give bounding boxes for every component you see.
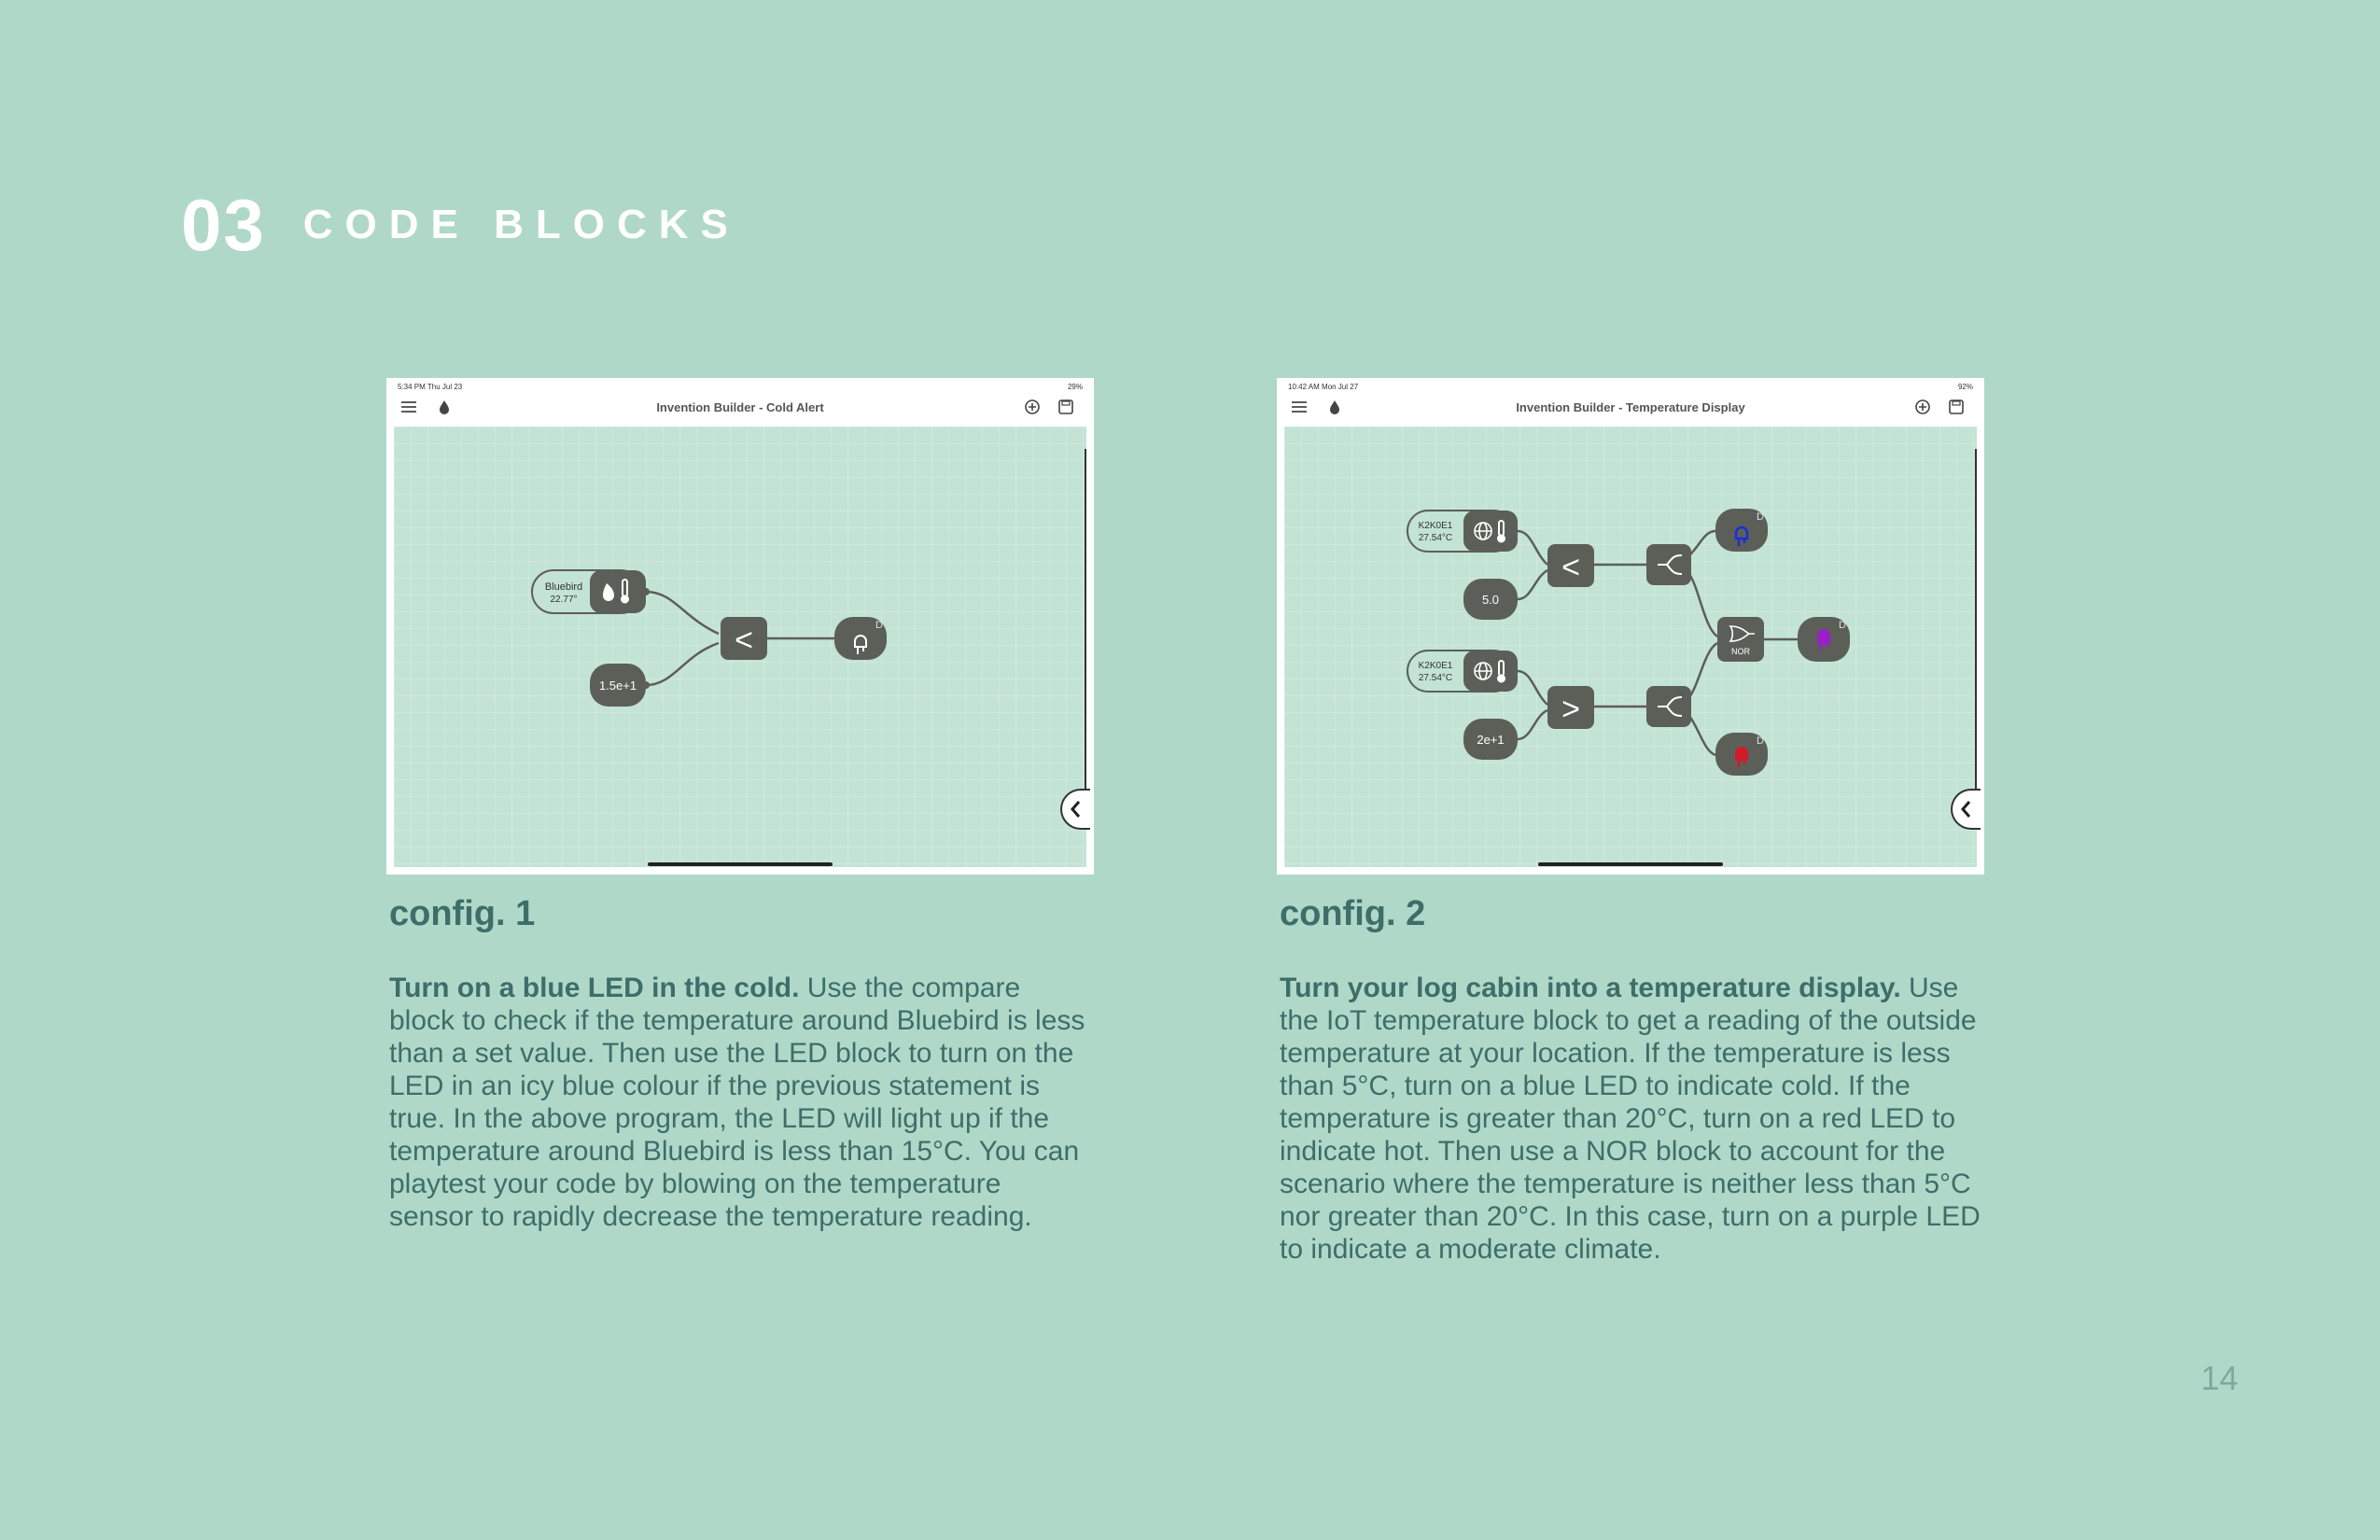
iot-value: 27.54°C [1418, 533, 1453, 543]
port[interactable] [642, 588, 650, 595]
status-battery: 29% [1067, 383, 1083, 391]
add-circle-icon[interactable] [1913, 398, 1932, 416]
chevron-left-icon [1062, 791, 1090, 828]
save-icon[interactable] [1947, 398, 1966, 416]
panel-toggle-button[interactable] [1951, 789, 1981, 830]
iot-temperature-block[interactable] [1407, 651, 1518, 692]
config-2-body: Use the IoT temperature block to get a reading of the outside temperature at your location. If the temperature is less than 5°C, turn on a blue LED to indicate cold. If the temperature is greater than 20°C, turn on a red LED to indicate hot. Then use a NOR block to account for the scenario where the temperature is neither less than 5°C nor greater than 20°C. In this case, turn on a purple LED to indicate a moderate climate. [1280, 973, 1981, 1265]
status-bar [1277, 378, 1984, 393]
panel-toggle-button[interactable] [1060, 789, 1090, 830]
iot-name: K2K0E1 [1418, 661, 1453, 671]
compare-operator: > [1561, 692, 1580, 727]
config-1-body: Use the compare block to check if the temperature around Bluebird is less than a set value. Then use the LED block to turn on the LED in an icy blue colour if the previous statement is true. In the above program, the LED will light up if the temperature around Bluebird is less than 15°C. You can playtest your code by blowing on the temperature sensor to rapidly decrease the temperature reading. [389, 973, 1085, 1232]
port[interactable] [642, 681, 650, 689]
app-title: Invention Builder - Temperature Display [1516, 400, 1745, 414]
led-block[interactable] [834, 617, 887, 660]
code-canvas[interactable] [1284, 427, 1977, 867]
app-title: Invention Builder - Cold Alert [656, 400, 824, 414]
config-1-lead: Turn on a blue LED in the cold. [389, 973, 800, 1003]
compare-block[interactable] [721, 617, 767, 660]
status-bar [386, 378, 1094, 393]
nor-label: NOR [1731, 647, 1750, 656]
value-label: 1.5e+1 [598, 679, 637, 693]
config-2-lead: Turn your log cabin into a temperature display. [1280, 973, 1901, 1003]
app-toolbar [1277, 393, 1984, 421]
home-indicator [648, 862, 833, 866]
led-block-red[interactable] [1715, 733, 1768, 776]
code-canvas[interactable] [394, 427, 1086, 867]
led-block-blue[interactable] [1715, 509, 1768, 552]
config-1-title: config. 1 [389, 894, 536, 933]
sensor-block[interactable] [532, 570, 646, 613]
status-time: 10:42 AM Mon Jul 27 [1288, 383, 1359, 391]
sensor-value: 22.77° [550, 595, 578, 605]
iot-temperature-block[interactable] [1407, 511, 1518, 552]
value-label: 2e+1 [1477, 733, 1505, 747]
value-block[interactable] [1463, 579, 1518, 620]
split-block[interactable] [1646, 686, 1691, 727]
compare-block-less[interactable] [1547, 544, 1594, 587]
save-icon[interactable] [1057, 398, 1075, 416]
chevron-left-icon [1953, 791, 1981, 828]
value-label: 5.0 [1481, 593, 1500, 607]
led-tag: D [1757, 735, 1764, 747]
home-indicator [1538, 862, 1723, 866]
section-title: CODE BLOCKS [302, 202, 740, 247]
led-tag: D [1757, 511, 1764, 523]
config-2-title: config. 2 [1280, 894, 1426, 933]
page-number: 14 [2201, 1359, 2239, 1397]
iot-name: K2K0E1 [1418, 521, 1453, 531]
sensor-name: Bluebird [544, 581, 583, 593]
compare-block-greater[interactable] [1547, 686, 1594, 729]
compare-operator: < [735, 623, 753, 658]
status-battery: 92% [1957, 383, 1973, 391]
split-block[interactable] [1646, 544, 1691, 585]
section-header [181, 183, 740, 267]
section-number: 03 [181, 183, 266, 266]
screenshot-cold-alert [386, 378, 1094, 875]
config-1-description [389, 972, 1091, 1233]
config-2-description [1280, 972, 1981, 1266]
app-toolbar [386, 393, 1094, 421]
value-block[interactable] [1463, 719, 1518, 760]
led-tag: D [1839, 620, 1846, 631]
add-circle-icon[interactable] [1023, 398, 1042, 416]
canvas-scrollbar[interactable] [1975, 449, 1977, 804]
led-tag: D [875, 620, 883, 631]
value-block[interactable] [590, 664, 646, 707]
led-block-purple[interactable] [1798, 617, 1850, 662]
nor-block[interactable] [1717, 617, 1764, 662]
canvas-scrollbar[interactable] [1085, 449, 1086, 804]
iot-value: 27.54°C [1418, 673, 1453, 683]
compare-operator: < [1561, 550, 1580, 585]
screenshot-temperature-display [1277, 378, 1984, 875]
status-time: 5:34 PM Thu Jul 23 [398, 383, 463, 391]
